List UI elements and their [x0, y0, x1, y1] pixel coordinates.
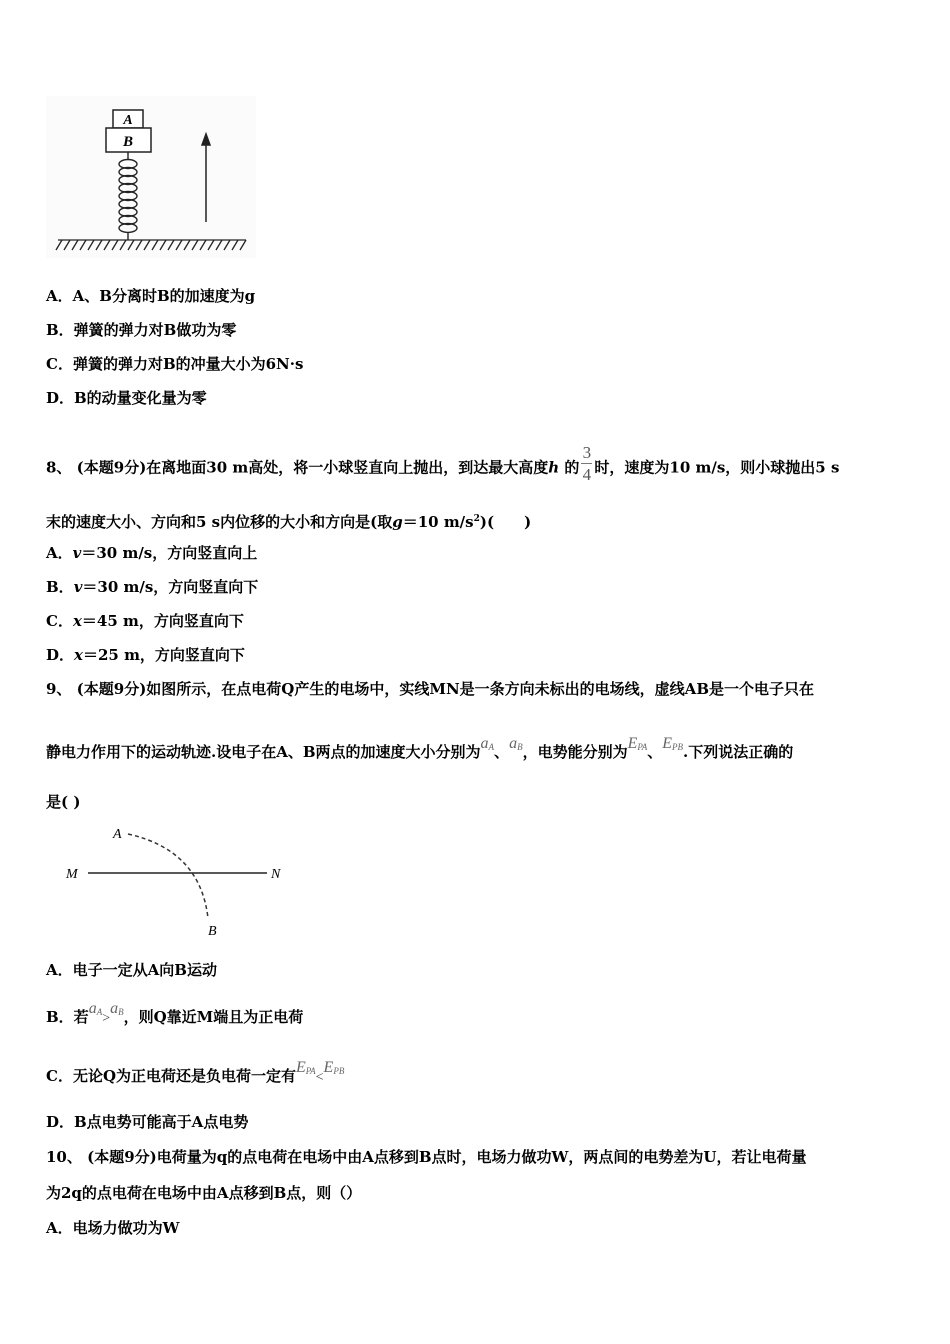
point-a-label: A	[113, 827, 122, 842]
spring-block-figure	[46, 96, 256, 258]
q9-stem-line2: 静电力作用下的运动轨迹.设电子在A、B两点的加速度大小分别为aA、aB，电势能分别为EPA、EPB.下列说法正确的	[46, 735, 794, 761]
block-b-label: B	[122, 134, 134, 150]
symbol-e-pa: EPA	[296, 1059, 316, 1076]
q10-stem-line2: 为2q的点电荷在电场中由A点移到B点，则（）	[46, 1184, 362, 1202]
point-n-label: N	[271, 867, 281, 882]
symbol-e-pb: EPB	[662, 735, 683, 752]
symbol-a-b: aB	[509, 735, 523, 752]
q7-option-c: C．弹簧的弹力对B的冲量大小为6N·s	[46, 355, 304, 373]
q10-option-a: A．电场力做功为W	[46, 1219, 180, 1237]
q10-stem-line1: 10、 (本题9分)电荷量为q的点电荷在电场中由A点移到B点时，电场力做功W，两点间的电势差为U，若让电荷量	[46, 1148, 807, 1166]
field-line-figure	[60, 820, 300, 942]
q9-option-a: A．电子一定从A向B运动	[46, 961, 217, 979]
q8-option-a: A．v＝30 m/s，方向竖直向上	[46, 544, 258, 562]
q8-stem-line2: 末的速度大小、方向和5 s内位移的大小和方向是(取g＝10 $m/s^2$)( )	[46, 513, 532, 531]
symbol-a-a: aA	[88, 1000, 103, 1017]
symbol-a-a: aA	[480, 735, 495, 752]
q9-option-c: C．无论Q为正电荷还是负电荷一定有EPA<EPB	[46, 1059, 345, 1085]
q7-option-d: D．B的动量变化量为零	[46, 389, 207, 407]
block-a-label: A	[123, 113, 133, 128]
trajectory-ab	[128, 834, 208, 918]
q8-option-d: D．x＝25 m，方向竖直向下	[46, 646, 245, 664]
q7-option-a: A．A、B分离时B的加速度为g	[46, 287, 256, 305]
symbol-e-pa: EPA	[627, 735, 648, 752]
q9-option-b: B．若aA>aB，则Q靠近M端且为正电荷	[46, 1000, 304, 1026]
symbol-a-b: aB	[110, 1000, 124, 1017]
q9-stem-line1: 9、 (本题9分)如图所示，在点电荷Q产生的电场中，实线MN是一条方向未标出的电场线，虚线AB是一个电子只在	[46, 680, 814, 698]
q9-option-d: D．B点电势可能高于A点电势	[46, 1113, 249, 1131]
symbol-e-pb: EPB	[323, 1059, 345, 1076]
fraction-three-quarters: $\frac{3}{4}$	[582, 443, 592, 484]
point-b-label: B	[208, 924, 217, 939]
q7-option-b: B．弹簧的弹力对B做功为零	[46, 321, 237, 339]
q8-stem-line1: 8、 (本题9分)在离地面30 m高处，将一小球竖直向上抛出，到达最大高度h 的 $\frac{3}{4}$ 时，速度为10 m/s，则小球抛出5 s	[46, 443, 840, 484]
point-m-label: M	[66, 867, 78, 882]
q9-stem-line3: 是( )	[46, 793, 81, 811]
q8-option-b: B．v＝30 m/s，方向竖直向下	[46, 578, 259, 596]
q8-option-c: C．x＝45 m，方向竖直向下	[46, 612, 244, 630]
